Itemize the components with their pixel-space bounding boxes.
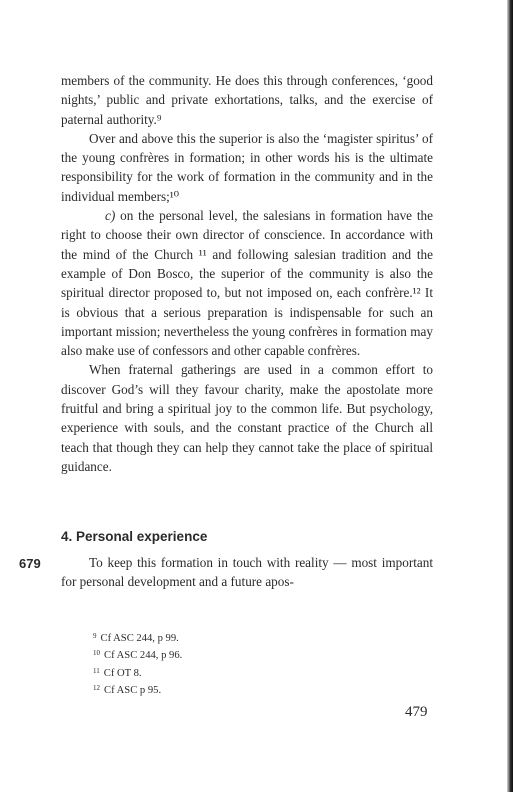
main-text (61, 71, 433, 476)
footnote-mark: 9 (93, 632, 97, 640)
paragraph-1: members of the community. He does this through conferences, ‘good nights,’ public and private exhortations, talks, and the exercise of paternal authority.⁹ (61, 73, 433, 127)
paragraph-4: When fraternal gatherings are used in a common effort to discover God’s will they favour charity, make the apostolate more fruitful and bring a spiritual joy to the common life. But psychology, experience with souls, and the constant practice of the Church all teach that though they can help they cannot take the place of spiritual guidance. (61, 362, 433, 474)
section-heading-row (61, 529, 433, 544)
footnote (93, 664, 393, 681)
footnote-mark: 11 (93, 666, 100, 675)
footnote-mark: 12 (93, 683, 100, 692)
footnote (93, 646, 393, 663)
list-label: c) (105, 208, 116, 224)
footnote-text: Cf ASC 244, p 99. (100, 633, 179, 644)
footnote (93, 629, 393, 646)
section-heading: 4. Personal experience (61, 529, 208, 544)
footnote-mark: 10 (93, 649, 100, 658)
footnotes (93, 629, 393, 698)
paragraph-3 (61, 206, 433, 360)
section-text (61, 553, 433, 592)
page-number: 479 (405, 704, 428, 720)
margin-paragraph-number: 679 (19, 556, 41, 571)
footnote-text: Cf ASC p 95. (104, 684, 162, 696)
footnote-text: Cf ASC 244, p 96. (104, 650, 183, 662)
paragraph-3-text: on the personal level, the salesians in formation have the right to choose their own director of conscience. In accordance with the mind of the Church ¹¹ and following salesian tradition and the example of Don Bosco, the superior of the community is also the spiritual director proposed to, but not imposed on, each confrère.¹² It is obvious that a serious preparation is indispensable for such an important mission; nevertheless the young confrères in formation may also make use of confessors and other capable confrères. (61, 208, 433, 359)
paragraph-2: Over and above this the superior is also the ‘magister spiritus’ of the young confrères in formation; in other words his is the ultimate responsibility for the work of formation in the community and in the individual members;¹⁰ (61, 130, 433, 204)
footnote (93, 681, 393, 698)
paragraph-5: To keep this formation in touch with reality — most important for personal development and a future apos- (61, 555, 433, 590)
scan-edge-shadow (507, 0, 513, 792)
footnote-text: Cf OT 8. (103, 667, 142, 679)
